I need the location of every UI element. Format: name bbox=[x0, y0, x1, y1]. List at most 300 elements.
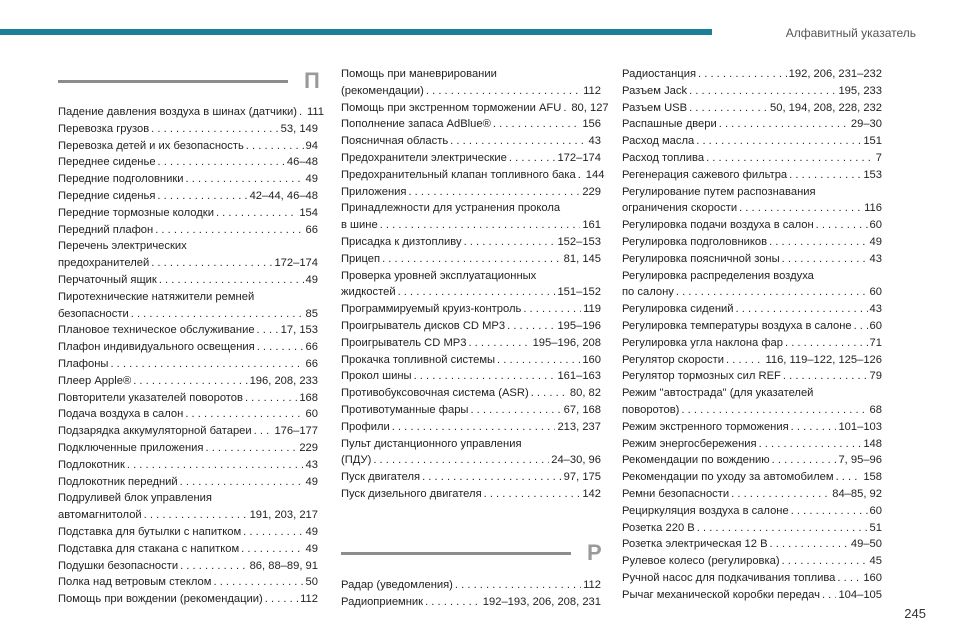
entry-pages: 116 bbox=[864, 202, 882, 215]
entry-term: Профили bbox=[341, 420, 390, 433]
entry-pages: 172–174 bbox=[274, 257, 318, 270]
index-entry bbox=[622, 167, 882, 184]
index-entry bbox=[341, 268, 601, 302]
page-header-title: Алфавитный указатель bbox=[785, 26, 916, 40]
index-entry bbox=[341, 167, 605, 184]
entry-pages: 43 bbox=[869, 303, 882, 316]
entry-pages: 67, 168 bbox=[563, 403, 601, 416]
entry-pages: 53, 149 bbox=[280, 122, 318, 135]
entry-pages: 50 bbox=[305, 576, 318, 589]
dot-leader bbox=[257, 322, 279, 339]
entry-pages: 51 bbox=[869, 521, 882, 534]
dot-leader bbox=[151, 121, 279, 138]
index-column-middle bbox=[341, 66, 609, 610]
entry-pages: 66 bbox=[305, 341, 318, 354]
dot-leader bbox=[785, 335, 868, 352]
entry-term: Разъем Jack bbox=[622, 84, 688, 97]
entry-pages: 80, 82 bbox=[569, 387, 601, 400]
dot-leader bbox=[578, 167, 584, 184]
entry-row bbox=[622, 587, 882, 604]
entry-row bbox=[341, 594, 601, 611]
entry-row bbox=[58, 104, 324, 121]
entry-term: Перевозка грузов bbox=[58, 122, 150, 135]
entry-row bbox=[622, 301, 882, 318]
entry-term: Регулятор скорости bbox=[622, 353, 725, 366]
entry-pages: 160 bbox=[863, 571, 882, 584]
entry-row bbox=[58, 138, 318, 155]
entry-row bbox=[622, 352, 882, 369]
index-entry bbox=[341, 594, 601, 611]
entry-first-line: Пульт дистанционного управления bbox=[341, 437, 522, 450]
index-entry bbox=[622, 452, 882, 469]
dot-leader bbox=[816, 217, 868, 234]
entry-row bbox=[58, 306, 318, 323]
entry-term: Полка над ветровым стеклом bbox=[58, 576, 212, 589]
entry-term: Плановое техническое обслуживание bbox=[58, 324, 255, 337]
entry-row bbox=[58, 457, 318, 474]
dot-leader bbox=[791, 419, 837, 436]
entry-first-line: Режим "автострада" (для указателей bbox=[622, 387, 814, 400]
entry-term: Прокачка топливной системы bbox=[341, 353, 496, 366]
entry-term: Плеер Apple® bbox=[58, 374, 132, 387]
entry-term: Регулировка угла наклона фар bbox=[622, 336, 783, 349]
entry-row bbox=[622, 469, 882, 486]
entry-row bbox=[58, 121, 318, 138]
entry-row bbox=[622, 536, 882, 553]
index-entry bbox=[58, 474, 318, 491]
entry-term: Рулевое колесо (регулировка) bbox=[622, 555, 780, 568]
entry-pages: 151 bbox=[863, 135, 882, 148]
index-entry bbox=[622, 436, 882, 453]
index-entry bbox=[622, 150, 882, 167]
entry-term: Проигрыватель дисков CD MP3 bbox=[341, 319, 506, 332]
entry-pages: 86, 88–89, 91 bbox=[249, 559, 318, 572]
index-entry bbox=[341, 335, 601, 352]
entry-term: Падение давления воздуха в шинах (датчики) bbox=[58, 106, 297, 118]
entry-pages: 49–50 bbox=[850, 538, 882, 551]
entry-pages: 46–48 bbox=[286, 156, 318, 169]
entry-term: Розетка 220 В bbox=[622, 521, 695, 534]
dot-leader bbox=[836, 469, 862, 486]
entry-row bbox=[58, 255, 318, 272]
index-entry bbox=[341, 352, 601, 369]
dot-leader bbox=[531, 385, 568, 402]
dot-leader bbox=[468, 335, 530, 352]
dot-leader bbox=[450, 133, 586, 150]
dot-leader bbox=[759, 436, 862, 453]
dot-leader bbox=[736, 301, 868, 318]
entry-row bbox=[622, 66, 882, 83]
entry-row bbox=[58, 423, 318, 440]
dot-leader bbox=[509, 150, 556, 167]
index-entry bbox=[341, 385, 601, 402]
entry-pages: 60 bbox=[869, 504, 882, 517]
index-entry bbox=[58, 591, 318, 608]
entry-pages: 192–193, 206, 208, 231 bbox=[482, 595, 601, 608]
dot-leader bbox=[470, 402, 561, 419]
entry-term: Подставка для стакана с напитком bbox=[58, 542, 240, 555]
entry-pages: 84–85, 92 bbox=[832, 487, 882, 500]
entry-row bbox=[58, 541, 318, 558]
entry-pages: 142 bbox=[582, 487, 601, 500]
dot-leader bbox=[185, 406, 303, 423]
index-entry bbox=[58, 238, 318, 272]
dot-leader bbox=[422, 469, 562, 486]
index-entry bbox=[58, 524, 318, 541]
entry-row bbox=[341, 368, 601, 385]
dot-leader bbox=[246, 138, 304, 155]
index-entry bbox=[341, 469, 601, 486]
index-entry bbox=[341, 200, 601, 234]
dot-leader bbox=[464, 234, 556, 251]
entry-row bbox=[341, 352, 601, 369]
index-entry bbox=[58, 406, 318, 423]
entry-pages: 213, 237 bbox=[557, 420, 601, 433]
entry-term: Регулировка температуры воздуха в салоне bbox=[622, 319, 852, 332]
dot-leader bbox=[770, 536, 849, 553]
dot-leader bbox=[186, 171, 304, 188]
entry-pages: 43 bbox=[588, 135, 601, 148]
entry-row bbox=[58, 322, 318, 339]
entry-pages: 195–196 bbox=[557, 319, 601, 332]
dot-leader bbox=[127, 457, 304, 474]
index-entry bbox=[622, 301, 882, 318]
entry-row bbox=[341, 150, 601, 167]
entry-term: Проигрыватель CD MP3 bbox=[341, 336, 467, 349]
entry-term: Ручной насос для подкачивания топлива bbox=[622, 571, 836, 584]
entry-pages: 24–30, 96 bbox=[551, 454, 601, 467]
entry-row bbox=[58, 272, 318, 289]
index-entry bbox=[622, 100, 882, 117]
index-entry bbox=[622, 217, 882, 234]
entry-row bbox=[341, 318, 601, 335]
section-heading-r bbox=[341, 539, 601, 569]
index-entry bbox=[622, 520, 882, 537]
entry-term: Разъем USB bbox=[622, 101, 688, 114]
index-entry bbox=[622, 83, 882, 100]
entry-pages: 60 bbox=[869, 286, 882, 299]
entry-pages: 71 bbox=[869, 336, 882, 349]
entry-pages: 45 bbox=[869, 555, 882, 568]
entry-pages: 112 bbox=[583, 84, 601, 97]
dot-leader bbox=[706, 150, 874, 167]
entry-pages: 148 bbox=[863, 437, 882, 450]
dot-leader bbox=[392, 419, 556, 436]
entry-row bbox=[341, 217, 601, 234]
dot-leader bbox=[254, 423, 273, 440]
index-entry bbox=[622, 419, 882, 436]
entry-pages: 81, 145 bbox=[563, 252, 601, 265]
entry-row bbox=[622, 436, 882, 453]
entry-pages: 229 bbox=[299, 441, 318, 454]
index-entry bbox=[341, 368, 601, 385]
entry-row bbox=[622, 486, 882, 503]
entry-first-line: Регулировка распределения воздуха bbox=[622, 269, 814, 282]
entry-first-line: Перечень электрических bbox=[58, 240, 187, 253]
dot-leader bbox=[493, 116, 580, 133]
dot-leader bbox=[159, 272, 304, 289]
entry-row bbox=[622, 251, 882, 268]
entry-row bbox=[58, 524, 318, 541]
dot-leader bbox=[689, 83, 836, 100]
entry-term: Плафоны bbox=[58, 357, 109, 370]
dot-leader bbox=[414, 368, 556, 385]
entry-term: Регенерация сажевого фильтра bbox=[622, 168, 788, 181]
entry-term: Подзарядка аккумуляторной батареи bbox=[58, 425, 252, 438]
entry-row bbox=[622, 234, 882, 251]
index-entry bbox=[58, 272, 318, 289]
dot-leader bbox=[497, 352, 580, 369]
entry-row bbox=[622, 284, 882, 301]
entry-first-line: Регулирование путем распознавания bbox=[622, 185, 816, 198]
entry-row bbox=[58, 507, 318, 524]
dot-leader bbox=[854, 318, 868, 335]
entry-pages: 119 bbox=[583, 303, 601, 316]
index-entry bbox=[58, 457, 318, 474]
entry-pages: 43 bbox=[305, 458, 318, 471]
entry-term: Режим энергосбережения bbox=[622, 437, 757, 450]
entry-row bbox=[58, 154, 318, 171]
entry-first-line: Пиротехнические натяжители ремней bbox=[58, 290, 255, 303]
dot-leader bbox=[155, 222, 303, 239]
index-entry bbox=[622, 318, 882, 335]
index-column-left bbox=[58, 66, 324, 608]
entry-term: Розетка электрическая 12 В bbox=[622, 538, 768, 551]
index-column-right bbox=[622, 66, 882, 604]
entry-term: Подача воздуха в салон bbox=[58, 408, 184, 421]
entry-pages: 156 bbox=[582, 118, 601, 131]
index-entry bbox=[341, 184, 601, 201]
entry-term: Пуск дизельного двигателя bbox=[341, 487, 482, 500]
entry-term: (рекомендации) bbox=[341, 84, 424, 97]
index-entry bbox=[622, 66, 882, 83]
index-entry bbox=[58, 222, 318, 239]
dot-leader bbox=[696, 133, 861, 150]
index-entry bbox=[58, 154, 318, 171]
dot-leader bbox=[772, 452, 837, 469]
entry-pages: 43 bbox=[869, 252, 882, 265]
entry-term: Регулировка сидений bbox=[622, 303, 734, 316]
entry-term: Подушки безопасности bbox=[58, 559, 179, 572]
entry-row bbox=[341, 577, 601, 594]
entry-term: в шине bbox=[341, 219, 378, 232]
entry-term: Передний плафон bbox=[58, 223, 154, 236]
dot-leader bbox=[837, 570, 861, 587]
index-entry bbox=[58, 322, 318, 339]
entry-row bbox=[622, 402, 882, 419]
entry-list bbox=[622, 66, 882, 604]
entry-row bbox=[341, 284, 601, 301]
index-entry bbox=[58, 373, 318, 390]
entry-row bbox=[58, 205, 318, 222]
index-entry bbox=[341, 301, 601, 318]
entry-term: Программируемый круиз-контроль bbox=[341, 303, 522, 316]
index-entry bbox=[622, 268, 882, 302]
entry-term: Присадка к дизтопливу bbox=[341, 235, 462, 248]
entry-row bbox=[622, 553, 882, 570]
entry-row bbox=[58, 188, 318, 205]
entry-row bbox=[341, 251, 601, 268]
index-entry bbox=[341, 133, 601, 150]
entry-row bbox=[622, 200, 882, 217]
entry-term: Ремни безопасности bbox=[622, 487, 730, 500]
index-entry bbox=[341, 116, 601, 133]
entry-term: жидкостей bbox=[341, 286, 396, 299]
dot-leader bbox=[789, 167, 861, 184]
entry-row bbox=[58, 390, 318, 407]
dot-leader bbox=[133, 373, 247, 390]
dot-leader bbox=[398, 284, 556, 301]
entry-term: Подставка для бутылки с напитком bbox=[58, 525, 242, 538]
entry-pages: 80, 127 bbox=[571, 101, 609, 114]
entry-pages: 85 bbox=[305, 307, 318, 320]
entry-term: Поясничная область bbox=[341, 135, 449, 148]
entry-term: Прокол шины bbox=[341, 370, 412, 383]
entry-row bbox=[622, 217, 882, 234]
index-entry bbox=[341, 419, 601, 436]
entry-term: Подключенные приложения bbox=[58, 441, 204, 454]
entry-pages: 172–174 bbox=[557, 151, 601, 164]
index-entry bbox=[341, 436, 601, 470]
index-entry bbox=[622, 184, 882, 218]
index-entry bbox=[58, 205, 318, 222]
entry-term: Помощь при экстренном торможении AFU bbox=[341, 101, 562, 114]
index-entry bbox=[341, 577, 601, 594]
entry-term: Расход масла bbox=[622, 135, 695, 148]
entry-term: предохранителей bbox=[58, 257, 150, 270]
header-accent-bar bbox=[0, 29, 712, 35]
entry-row bbox=[58, 373, 318, 390]
entry-row bbox=[58, 591, 318, 608]
entry-pages: 49 bbox=[305, 273, 318, 286]
entry-row bbox=[341, 301, 601, 318]
entry-row bbox=[58, 339, 318, 356]
entry-pages: 94 bbox=[305, 139, 318, 152]
entry-term: Подлокотник передний bbox=[58, 475, 178, 488]
dot-leader bbox=[719, 116, 849, 133]
index-entry bbox=[622, 352, 882, 369]
index-entry bbox=[58, 171, 318, 188]
index-entry bbox=[622, 587, 882, 604]
entry-pages: 176–177 bbox=[274, 425, 318, 438]
entry-row bbox=[622, 503, 882, 520]
entry-term: безопасности bbox=[58, 307, 129, 320]
entry-pages: 229 bbox=[582, 185, 601, 198]
index-entry bbox=[622, 486, 882, 503]
entry-term: Передние сиденья bbox=[58, 189, 156, 202]
entry-term: Предохранительный клапан топливного бака bbox=[341, 168, 576, 181]
entry-term: Прицеп bbox=[341, 252, 381, 265]
index-entry bbox=[622, 335, 882, 352]
entry-row bbox=[58, 406, 318, 423]
dot-leader bbox=[213, 574, 303, 591]
dot-leader bbox=[131, 306, 304, 323]
entry-row bbox=[58, 440, 318, 457]
index-entry bbox=[58, 390, 318, 407]
dot-leader bbox=[681, 402, 867, 419]
index-entry bbox=[341, 251, 601, 268]
entry-list bbox=[341, 66, 609, 503]
dot-leader bbox=[110, 356, 303, 373]
entry-pages: 79 bbox=[869, 370, 882, 383]
dot-leader bbox=[739, 200, 862, 217]
index-entry bbox=[622, 251, 882, 268]
entry-row bbox=[58, 574, 318, 591]
entry-row bbox=[341, 167, 605, 184]
index-entry bbox=[58, 289, 318, 323]
dot-leader bbox=[180, 558, 247, 575]
entry-pages: 111 bbox=[306, 106, 324, 118]
entry-term: Расход топлива bbox=[622, 151, 705, 164]
entry-row bbox=[341, 116, 601, 133]
dot-leader bbox=[791, 503, 868, 520]
entry-term: Режим экстренного торможения bbox=[622, 420, 789, 433]
entry-pages: 104–105 bbox=[838, 588, 882, 601]
dot-leader bbox=[697, 520, 868, 537]
index-entry bbox=[58, 188, 318, 205]
entry-term: Пуск двигателя bbox=[341, 471, 421, 484]
entry-row bbox=[622, 368, 882, 385]
entry-term: Противобуксовочная система (ASR) bbox=[341, 387, 529, 400]
index-entry bbox=[58, 423, 318, 440]
index-entry bbox=[58, 339, 318, 356]
dot-leader bbox=[425, 594, 481, 611]
entry-row bbox=[622, 150, 882, 167]
page-number: 245 bbox=[904, 606, 926, 621]
entry-pages: 66 bbox=[305, 223, 318, 236]
entry-term: поворотов) bbox=[622, 403, 680, 416]
entry-pages: 112 bbox=[583, 578, 601, 591]
entry-row bbox=[622, 520, 882, 537]
entry-term: Регулировка подголовников bbox=[622, 235, 768, 248]
entry-term: Передние тормозные колодки bbox=[58, 206, 214, 219]
dot-leader bbox=[689, 100, 768, 117]
dot-leader bbox=[782, 251, 868, 268]
entry-pages: 158 bbox=[863, 471, 882, 484]
index-entry bbox=[622, 133, 882, 150]
entry-term: Регулировка подачи воздуха в салон bbox=[622, 219, 814, 232]
section-heading-p bbox=[58, 66, 318, 96]
entry-row bbox=[341, 486, 601, 503]
entry-term: Рекомендации по уходу за автомобилем bbox=[622, 471, 834, 484]
dot-leader bbox=[484, 486, 581, 503]
entry-pages: 161–163 bbox=[557, 370, 601, 383]
entry-row bbox=[341, 419, 601, 436]
dot-leader bbox=[523, 301, 581, 318]
entry-term: Радар (уведомления) bbox=[341, 578, 453, 591]
entry-pages: 160 bbox=[582, 353, 601, 366]
index-entry bbox=[341, 150, 601, 167]
index-entry bbox=[58, 138, 318, 155]
index-entry bbox=[622, 536, 882, 553]
entry-pages: 7 bbox=[875, 151, 882, 164]
entry-row bbox=[341, 402, 601, 419]
entry-pages: 191, 203, 217 bbox=[249, 509, 318, 522]
entry-row bbox=[341, 385, 601, 402]
entry-list bbox=[58, 104, 324, 608]
dot-leader bbox=[144, 507, 248, 524]
entry-term: ограничения скорости bbox=[622, 202, 738, 215]
entry-term: Плафон индивидуального освещения bbox=[58, 341, 255, 354]
entry-term: Подлокотник bbox=[58, 458, 125, 471]
index-entry bbox=[341, 318, 601, 335]
section-letter: Р bbox=[587, 540, 602, 566]
dot-leader bbox=[382, 251, 562, 268]
entry-term: Регулировка поясничной зоны bbox=[622, 252, 780, 265]
entry-row bbox=[622, 83, 882, 100]
entry-row bbox=[622, 116, 882, 133]
entry-row bbox=[341, 469, 601, 486]
